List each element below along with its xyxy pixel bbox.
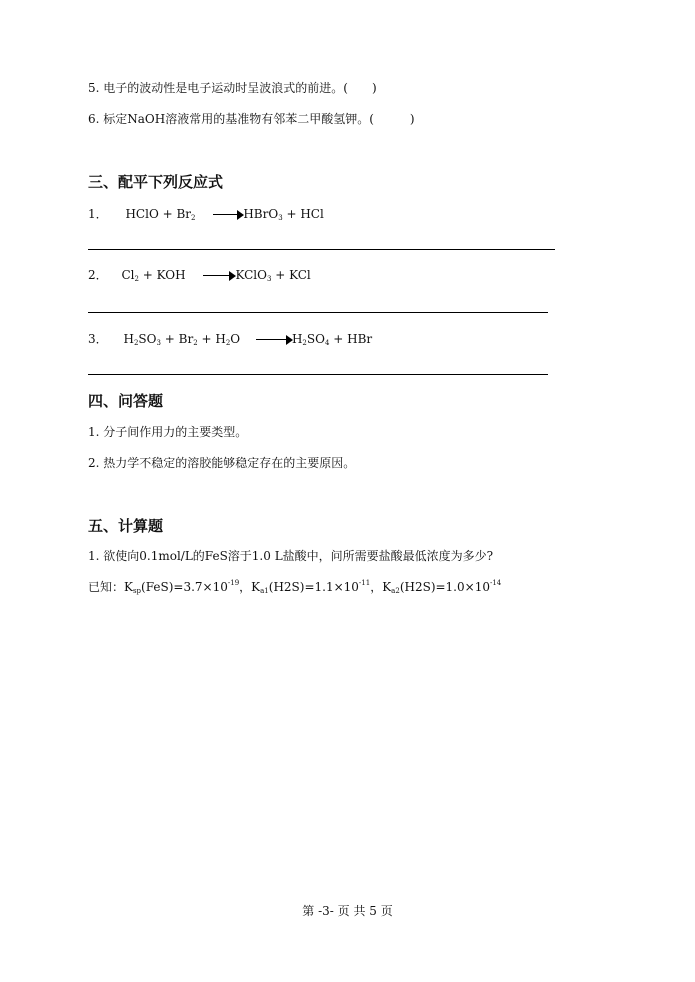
answer-line-2 <box>88 312 548 313</box>
section-title-balance: 三、配平下列反应式 <box>88 173 224 191</box>
judge-question-5: 5. 电子的波动性是电子运动时呈波浪式的前进。( ) <box>88 81 377 95</box>
equation-products: KClO$_3$ + KCl <box>235 268 311 283</box>
reaction-arrow-icon <box>256 335 292 345</box>
equation-number: 3． <box>88 332 108 346</box>
equation-number: 2． <box>88 268 108 282</box>
equation-2 <box>88 266 311 283</box>
equation-3 <box>88 330 372 347</box>
qa-question-1: 1. 分子间作用力的主要类型。 <box>88 425 248 439</box>
page-footer: 第 -3- 页 共 5 页 <box>302 904 393 918</box>
qa-question-2: 2. 热力学不稳定的溶胶能够稳定存在的主要原因。 <box>88 456 356 470</box>
equation-reactants: HClO + $Br_2$ <box>125 207 196 222</box>
equation-number: 1． <box>88 207 108 221</box>
section-title-calc: 五、计算题 <box>88 517 164 535</box>
equation-products: HBrO$_3$ + HCl <box>243 207 324 222</box>
reaction-arrow-icon <box>213 210 243 220</box>
equation-reactants: $Cl_2$ + KOH <box>121 268 186 283</box>
answer-line-1 <box>88 249 555 250</box>
calc-known-values: 已知：$K_{sp}(FeS)=3.7\times 10^{-19}$，$K_{a1}(H2S)=1.1\times 10^{-11}$，$K_{a2}(H2S)=1.0\times 10^{-14}$ <box>88 579 502 595</box>
section-title-qa: 四、问答题 <box>88 392 164 410</box>
equation-reactants: $H_2SO_3 + Br_2 + H_2O$ <box>123 332 241 347</box>
equation-products: $H_2SO_4$ + HBr <box>291 332 373 347</box>
equation-1 <box>88 205 324 222</box>
calc-question-1: 1. 欲使向0.1mol/L的FeS溶于1.0 L盐酸中，问所需要盐酸最低浓度为多少? <box>88 549 494 563</box>
judge-question-6: 6. 标定NaOH溶液常用的基准物有邻苯二甲酸氢钾。( ) <box>88 112 415 126</box>
reaction-arrow-icon <box>203 271 235 281</box>
answer-line-3 <box>88 374 548 375</box>
